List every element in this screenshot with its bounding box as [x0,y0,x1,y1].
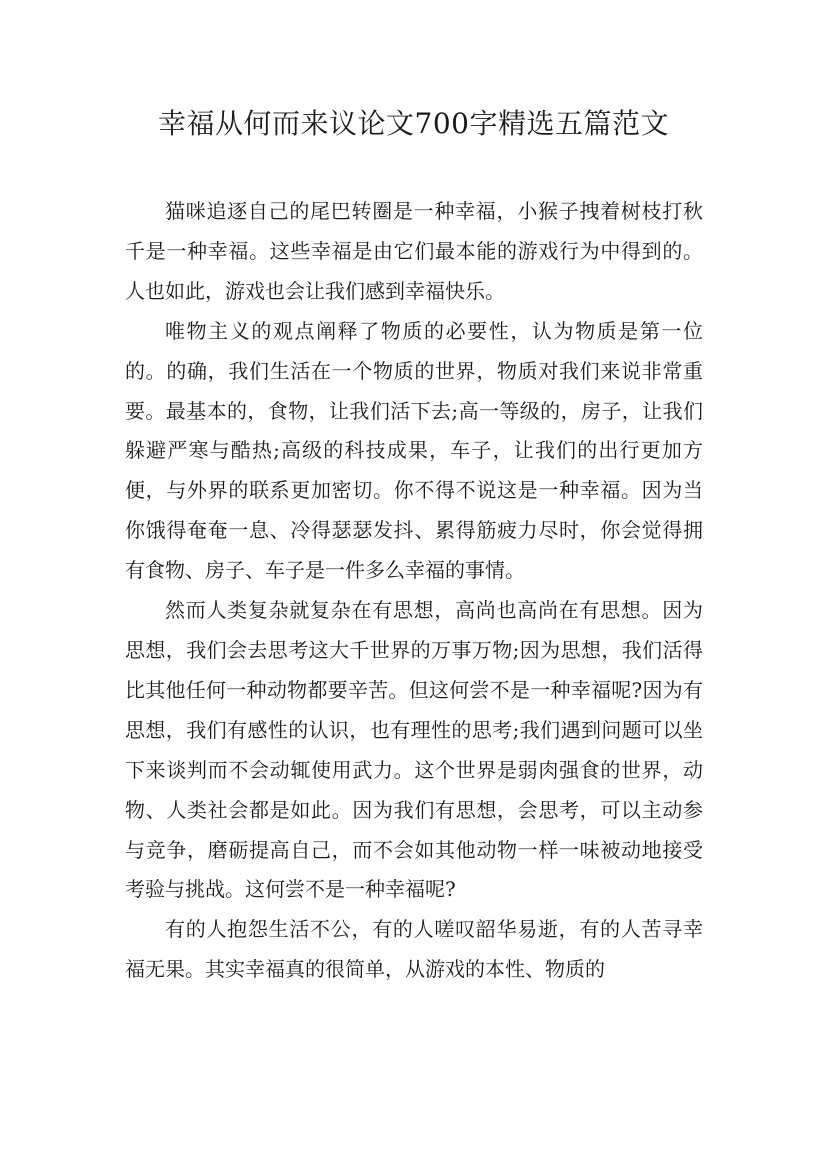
document-title: 幸福从何而来议论文700字精选五篇范文 [158,107,669,140]
document-body [125,192,703,990]
paragraph-1: 猫咪追逐自己的尾巴转圈是一种幸福，小猴子拽着树枝打秋千是一种幸福。这些幸福是由它们最本能的游戏行为中得到的。人也如此，游戏也会让我们感到幸福快乐。 [125,199,703,303]
paragraph-2: 唯物主义的观点阐释了物质的必要性，认为物质是第一位的。的确，我们生活在一个物质的世界，物质对我们来说非常重要。最基本的，食物，让我们活下去;高一等级的，房子，让我们躲避严寒与酷热;高级的科技成果，车子，让我们的出行更加方便，与外界的联系更加密切。你不得不说这是一种幸福。因为当你饿得奄奄一息、冷得瑟瑟发抖、累得筋疲力尽时，你会觉得拥有食物、房子、车子是一件多么幸福的事情。 [125,318,703,583]
paragraph-3: 然而人类复杂就复杂在有思想，高尚也高尚在有思想。因为思想，我们会去思考这大千世界的万事万物;因为思想，我们活得比其他任何一种动物都要辛苦。但这何尝不是一种幸福呢?因为有思想，我们有感性的认识，也有理性的思考;我们遇到问题可以坐下来谈判而不会动辄使用武力。这个世界是弱肉强食的世界，动物、人类社会都是如此。因为我们有思想，会思考，可以主动参与竞争，磨砺提高自己，而不会如其他动物一样一味被动地接受考验与挑战。这何尝不是一种幸福呢? [125,598,703,902]
paragraph-4: 有的人抱怨生活不公，有的人嗟叹韶华易逝，有的人苦寻幸福无果。其实幸福真的很简单，从游戏的本性、物质的 [125,917,703,982]
